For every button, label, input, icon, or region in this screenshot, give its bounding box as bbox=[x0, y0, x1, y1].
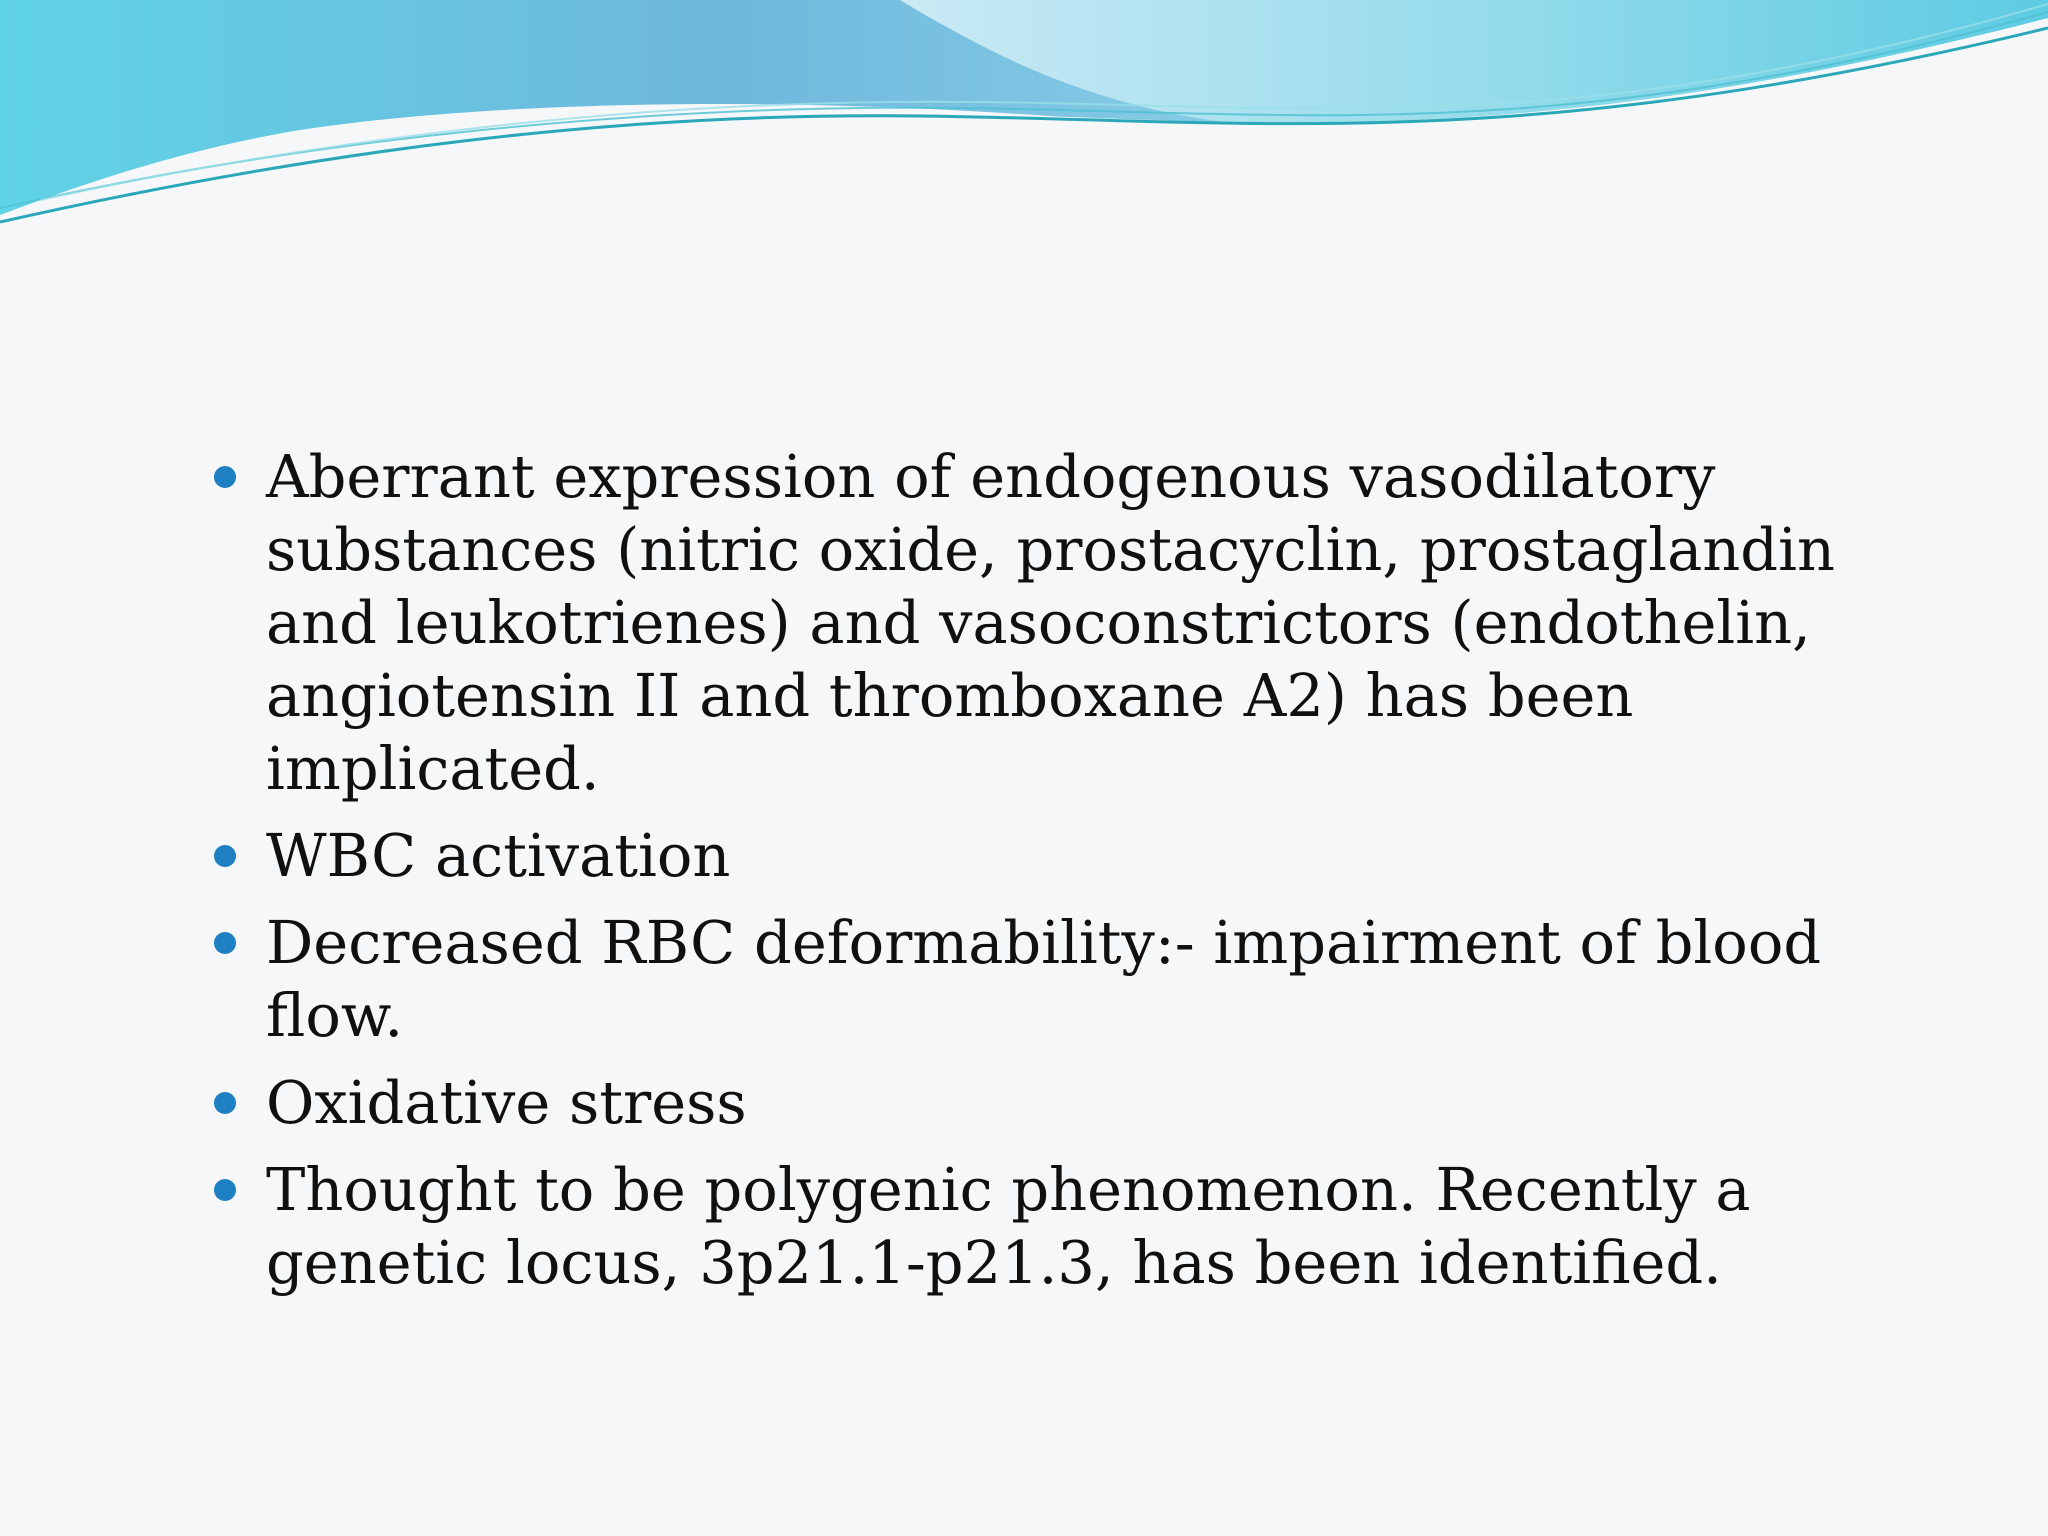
bullet-item bbox=[204, 906, 1964, 1052]
bullet-dot-icon bbox=[214, 466, 236, 488]
bullet-text: Aberrant expression of endogenous vasodilatory substances (nitric oxide, prostacyclin, prostaglandin and leukotrienes) and vasoconstrictors (endothelin, angiotensin II and thromboxane A2) has been implicated. bbox=[266, 442, 1835, 803]
bullet-item bbox=[204, 1066, 1964, 1139]
slide-content bbox=[204, 440, 1964, 1313]
bullet-item bbox=[204, 440, 1964, 805]
bullet-text: Thought to be polygenic phenomenon. Recently a genetic locus, 3p21.1-p21.3, has been identified. bbox=[266, 1155, 1751, 1297]
bullet-dot-icon bbox=[214, 845, 236, 867]
bullet-list bbox=[204, 440, 1964, 1299]
bullet-dot-icon bbox=[214, 1179, 236, 1201]
wave-header-decoration bbox=[0, 0, 2048, 240]
bullet-dot-icon bbox=[214, 932, 236, 954]
bullet-dot-icon bbox=[214, 1092, 236, 1114]
bullet-text: Decreased RBC deformability:- impairment of blood flow. bbox=[266, 908, 1822, 1050]
bullet-item bbox=[204, 819, 1964, 892]
bullet-item bbox=[204, 1153, 1964, 1299]
bullet-text: Oxidative stress bbox=[266, 1068, 747, 1137]
bullet-text: WBC activation bbox=[266, 821, 731, 890]
